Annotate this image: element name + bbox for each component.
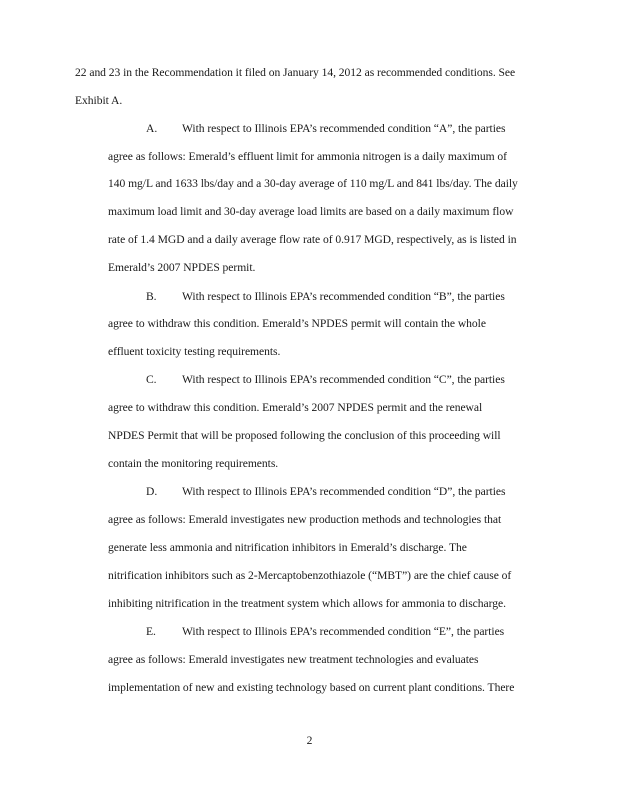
paragraph-d-line: agree as follows: Emerald investigates new production methods and technologies that bbox=[108, 513, 502, 526]
paragraph-c-line: contain the monitoring requirements. bbox=[108, 457, 279, 470]
paragraph-a-line: Emerald’s 2007 NPDES permit. bbox=[108, 261, 256, 274]
paragraph-e-label: E. bbox=[146, 625, 156, 638]
paragraph-e-line: implementation of new and existing technology based on current plant conditions. There bbox=[108, 681, 515, 694]
paragraph-b-line: With respect to Illinois EPA’s recommended condition “B”, the parties bbox=[182, 290, 505, 303]
paragraph-d-line: nitrification inhibitors such as 2-Mercaptobenzothiazole (“MBT”) are the chief cause of bbox=[108, 569, 512, 582]
paragraph-a-line: With respect to Illinois EPA’s recommended condition “A”, the parties bbox=[182, 122, 506, 135]
paragraph-e-first-line bbox=[146, 625, 504, 639]
paragraph-a-line: agree as follows: Emerald’s effluent limit for ammonia nitrogen is a daily maximum of bbox=[108, 150, 507, 163]
paragraph-b-first-line bbox=[146, 290, 505, 304]
paragraph-a-line: rate of 1.4 MGD and a daily average flow rate of 0.917 MGD, respectively, as is listed in bbox=[108, 233, 517, 246]
page-number: 2 bbox=[306, 734, 313, 747]
paragraph-a-line: 140 mg/L and 1633 lbs/day and a 30-day average of 110 mg/L and 841 lbs/day. The daily bbox=[108, 177, 518, 190]
paragraph-b-label: B. bbox=[146, 290, 157, 303]
paragraph-c-line: agree to withdraw this condition. Emerald’s 2007 NPDES permit and the renewal bbox=[108, 401, 483, 414]
paragraph-a-first-line bbox=[146, 122, 505, 136]
paragraph-d-line: generate less ammonia and nitrification inhibitors in Emerald’s discharge. The bbox=[108, 541, 467, 554]
paragraph-d-label: D. bbox=[146, 485, 158, 498]
paragraph-d-line: inhibiting nitrification in the treatment system which allows for ammonia to discharge. bbox=[108, 597, 506, 610]
paragraph-c-line: NPDES Permit that will be proposed following the conclusion of this proceeding will bbox=[108, 429, 501, 442]
paragraph-c-first-line bbox=[146, 373, 505, 387]
paragraph-e-line: agree as follows: Emerald investigates new treatment technologies and evaluates bbox=[108, 653, 479, 666]
paragraph-d-line: With respect to Illinois EPA’s recommended condition “D”, the parties bbox=[182, 485, 506, 498]
paragraph-b-line: effluent toxicity testing requirements. bbox=[108, 345, 281, 358]
intro-line: Exhibit A. bbox=[75, 94, 123, 107]
intro-line: 22 and 23 in the Recommendation it filed on January 14, 2012 as recommended conditions. See bbox=[75, 66, 516, 79]
paragraph-c-line: With respect to Illinois EPA’s recommended condition “C”, the parties bbox=[182, 373, 505, 386]
paragraph-a-label: A. bbox=[146, 122, 158, 135]
paragraph-e-line: With respect to Illinois EPA’s recommended condition “E”, the parties bbox=[182, 625, 505, 638]
paragraph-d-first-line bbox=[146, 485, 505, 499]
paragraph-a-line: maximum load limit and 30-day average load limits are based on a daily maximum flow bbox=[108, 205, 514, 218]
paragraph-b-line: agree to withdraw this condition. Emerald’s NPDES permit will contain the whole bbox=[108, 317, 486, 330]
paragraph-c-label: C. bbox=[146, 373, 157, 386]
